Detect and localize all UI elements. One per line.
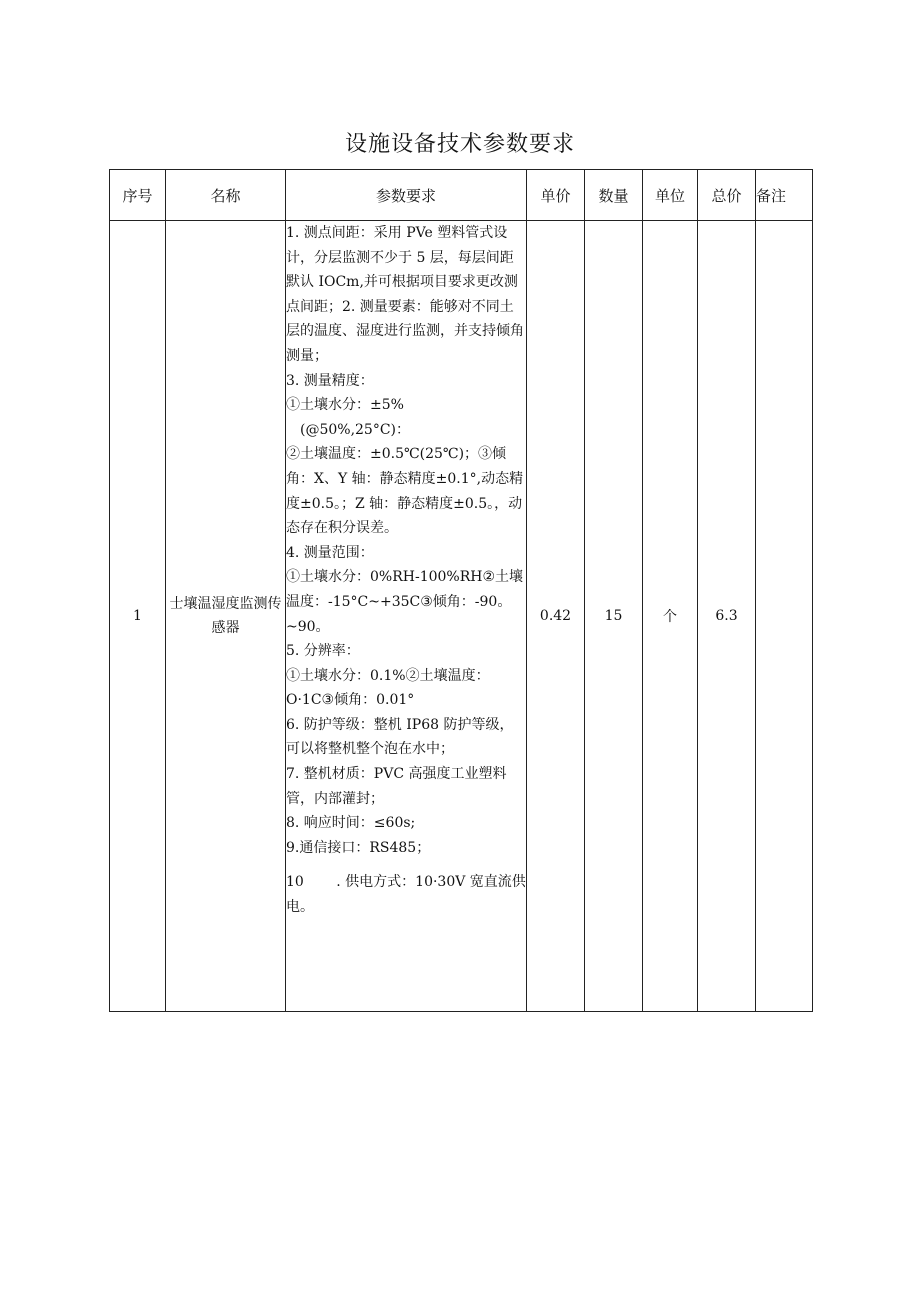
header-quantity: 数量 — [585, 170, 643, 221]
cell-quantity: 15 — [585, 221, 643, 1012]
param-line: ①土壤水分：±5% — [286, 397, 404, 414]
header-params: 参数要求 — [286, 170, 527, 221]
header-unit-price: 单价 — [527, 170, 585, 221]
header-name: 名称 — [166, 170, 286, 221]
param-line: 7. 整机材质：PVC 高强度工业塑料管，内部灌封； — [286, 766, 507, 807]
param-line: ①土壤水分：0.1%②土壤温度：O·1C③倾角：0.01° — [286, 667, 490, 709]
param-line: 10 . 供电方式：10·30V 宽直流供电。 — [286, 874, 526, 916]
cell-remarks — [756, 221, 813, 1012]
cell-name: 士壤温湿度监测传感器 — [166, 221, 286, 1012]
param-line: ①土壤水分：0%RH-100%RH②土壤温度：-15°C~+35C③倾角：-90。~90。 — [286, 569, 524, 635]
cell-unit-price: 0.42 — [527, 221, 585, 1012]
param-line: 1. 测点间距：采用 PVe 塑料管式设计，分层监测不少于 5 层，每层间距默认 IOCm,并可根据项目要求更改测点间距；2. 测量要素：能够对不同土层的温度、湿度进行监测，并支持倾角测量； — [286, 225, 524, 364]
page-title: 设施设备技术参数要求 — [344, 132, 575, 157]
table-row — [110, 221, 813, 1012]
header-index: 序号 — [110, 170, 166, 221]
cell-index: 1 — [110, 221, 166, 1012]
header-total: 总价 — [698, 170, 756, 221]
cell-unit: 个 — [643, 221, 698, 1012]
header-unit: 单位 — [643, 170, 698, 221]
header-row — [110, 170, 813, 221]
param-line: 9.通信接口：RS485； — [286, 839, 431, 856]
cell-total: 6.3 — [698, 221, 756, 1012]
param-line: 4. 测量范围： — [286, 544, 374, 561]
param-line: 3. 测量精度： — [286, 372, 374, 389]
param-line: ②土壤温度：±0.5℃(25℃)；③倾角：X、Y 轴：静态精度±0.1°,动态精度±0.5。；Z 轴：静态精度±0.5。，动态存在积分误差。 — [286, 446, 524, 537]
param-line: 6. 防护等级：整机 IP68 防护等级，可以将整机整个泡在水中； — [286, 716, 514, 758]
cell-params — [286, 221, 527, 1012]
param-line: 8. 响应时间：≤60s; — [286, 815, 416, 832]
param-line: 5. 分辨率： — [286, 643, 360, 660]
header-remarks: 备注 — [756, 170, 813, 221]
spec-table — [109, 169, 813, 1012]
param-line: (@50%,25°C)： — [300, 421, 411, 438]
